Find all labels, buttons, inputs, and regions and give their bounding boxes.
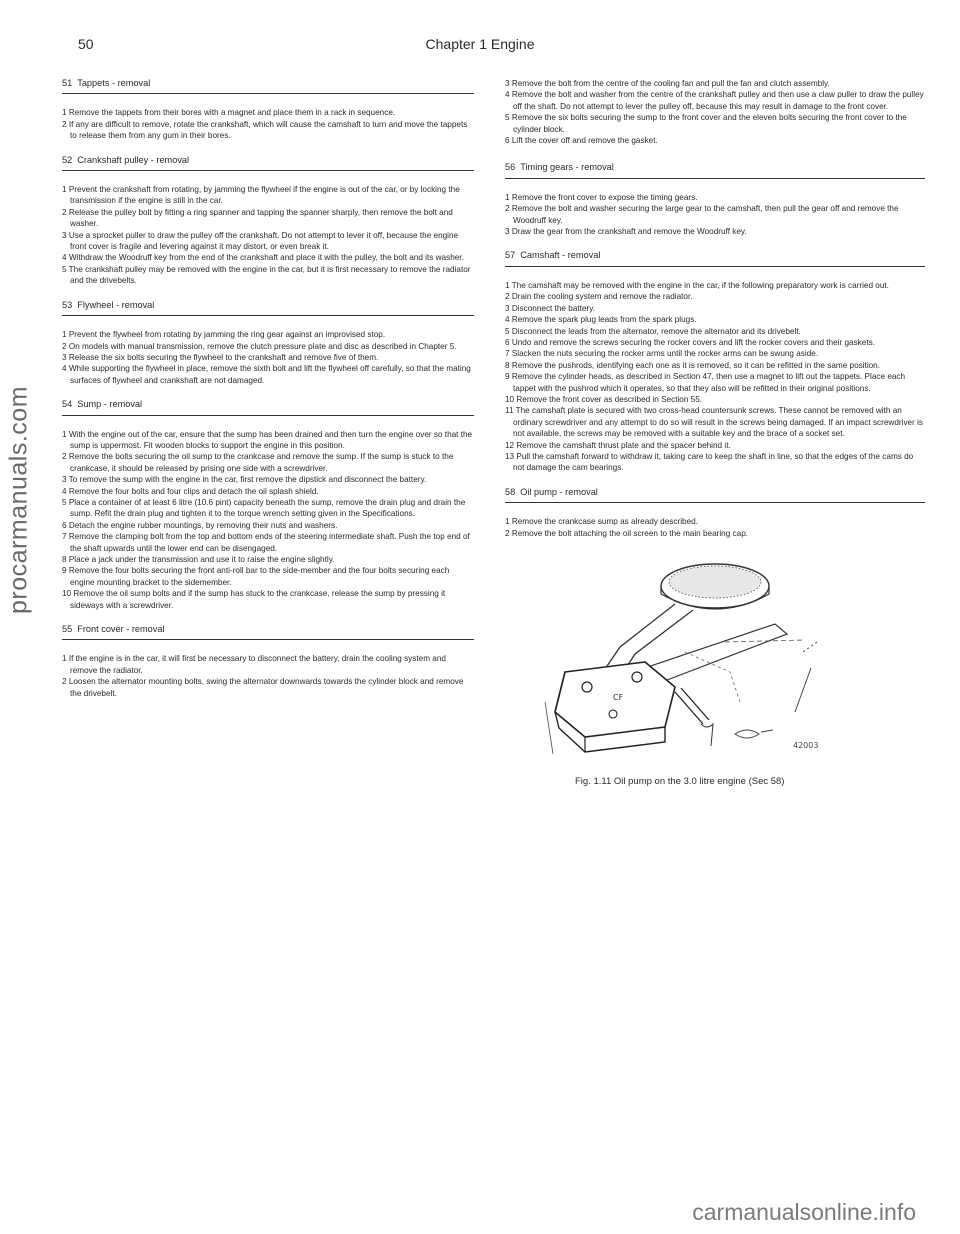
step-paragraph: 8 Place a jack under the transmission and use it to raise the engine slightly.: [62, 555, 335, 564]
step-paragraph: 9 Remove the cylinder heads, as described in Section 47, then use a magnet to lift out the tappets. Place each tappet with the pushrod which it operates, so that they also will be refitted in their original positions.: [505, 372, 906, 393]
section-55: [62, 624, 474, 699]
chapter-title: Chapter 1 Engine: [425, 36, 535, 52]
step-paragraph: 2 Loosen the alternator mounting bolts, swing the alternator downwards towards the cylinder block and remove the drivebelt.: [62, 677, 464, 698]
page-number: 50: [78, 36, 94, 52]
step-paragraph: 1 If the engine is in the car, it will first be necessary to disconnect the battery, drain the cooling system and remove the radiator.: [62, 654, 446, 675]
step-paragraph: 1 Remove the crankcase sump as already described.: [505, 517, 698, 527]
step-paragraph: 1 The camshaft may be removed with the engine in the car, if the following preparatory work is carried out.: [505, 280, 889, 290]
step-paragraph: 5 Remove the six bolts securing the sump to the front cover and the eleven bolts securing the front cover to the cylinder block.: [505, 113, 907, 134]
step-paragraph: 1 Remove the front cover to expose the timing gears.: [505, 192, 698, 202]
step-paragraph: 3 Release the six bolts securing the flywheel to the crankshaft and remove five of them.: [62, 352, 379, 362]
section-title: 53 Flywheel - removal: [62, 300, 474, 316]
step-paragraph: 2 If any are difficult to remove, rotate the crankshaft, which will cause the camshaft to turn and move the tappets to release them from any gum in their bores.: [62, 119, 468, 141]
section-56: [505, 162, 925, 237]
side-watermark: procarmanuals.com: [4, 385, 33, 615]
step-paragraph: 3 To remove the sump with the engine in the car, first remove the dipstick and disconnect the battery.: [62, 475, 427, 485]
section-57: [505, 250, 925, 473]
step-paragraph: 10 Remove the front cover as described in Section 55.: [505, 394, 703, 404]
section-51: [62, 78, 474, 142]
front-cover-continued: [505, 78, 925, 146]
step-paragraph: 2 Release the pulley bolt by fitting a ring spanner and tapping the spanner sharply, then remove the bolt and washer.: [62, 207, 453, 229]
step-paragraph: 1 With the engine out of the car, ensure that the sump has been drained and then turn the engine over so that the sump is uppermost. Fit wooden blocks to support the engine in this position.: [62, 429, 473, 450]
section-number: 54: [62, 399, 73, 410]
step-paragraph: 6 Undo and remove the screws securing the rocker covers and lift the rocker covers and their gaskets.: [505, 337, 875, 347]
step-paragraph: 6 Lift the cover off and remove the gasket.: [505, 136, 658, 146]
section-title: 51 Tappets - removal: [62, 78, 474, 94]
svg-text:CF: CF: [613, 693, 624, 702]
footer-watermark: carmanualsonline.info: [692, 1199, 916, 1225]
step-paragraph: 4 While supporting the flywheel in place, remove the sixth bolt and lift the flywheel off carefully, so that the mating surfaces of flywheel and crankshaft are not damaged.: [62, 364, 471, 385]
section-52: [62, 155, 474, 287]
step-paragraph: 3 Draw the gear from the crankshaft and remove the Woodruff key.: [505, 227, 747, 237]
step-paragraph: 5 The crankshaft pulley may be removed with the engine in the car, but it is first necessary to remove the radiator and the drivebelts.: [62, 264, 471, 286]
section-number: 58: [505, 486, 516, 497]
section-53: [62, 300, 474, 386]
section-title: 56 Timing gears - removal: [505, 162, 925, 178]
figure-caption: Fig. 1.11 Oil pump on the 3.0 litre engine (Sec 58): [575, 776, 785, 787]
step-paragraph: 1 Prevent the crankshaft from rotating, by jamming the flywheel if the engine is out of the car, or by locking the transmission if the engine is still in the car.: [62, 185, 460, 206]
step-paragraph: 4 Withdraw the Woodruff key from the end of the crankshaft and place it with the pulley, the bolt and its washer.: [62, 253, 464, 263]
svg-text:42003: 42003: [793, 741, 819, 750]
step-paragraph: 2 Remove the bolts securing the oil sump to the crankcase and remove the sump. If the sump is stuck to the crankcase, it should be released by prising one side with a screwdriver.: [62, 452, 454, 473]
oil-pump-illustration: [525, 552, 865, 772]
section-number: 55: [62, 624, 73, 635]
step-paragraph: 3 Use a sprocket puller to draw the pulley off the crankshaft. Do not attempt to lever it off, because the engine front cover is fragile and levering against it may distort, or even break it.: [62, 230, 459, 252]
step-paragraph: 6 Detach the engine rubber mountings, by removing their nuts and washers.: [62, 520, 338, 530]
section-number: 57: [505, 250, 516, 261]
section-title: 58 Oil pump - removal: [505, 487, 925, 503]
step-paragraph: 4 Remove the four bolts and four clips and detach the oil splash shield.: [62, 486, 319, 496]
oil-pump-figure: [505, 552, 925, 787]
section-number: 53: [62, 299, 73, 310]
left-column: [62, 78, 474, 712]
step-paragraph: 4 Remove the spark plug leads from the spark plugs.: [505, 315, 697, 325]
section-title: 57 Camshaft - removal: [505, 250, 925, 266]
step-paragraph: 2 On models with manual transmission, remove the clutch pressure plate and disc as described in Chapter 5.: [62, 341, 457, 351]
step-paragraph: 3 Disconnect the battery.: [505, 303, 595, 313]
section-title: 55 Front cover - removal: [62, 624, 474, 640]
step-paragraph: 4 Remove the bolt and washer from the centre of the crankshaft pulley and then use a claw puller to draw the pulley off the shaft. Do not attempt to lever the pulley off, because this may result in damage to the front cover.: [505, 90, 924, 111]
step-paragraph: 9 Remove the four bolts securing the front anti-roll bar to the side-member and the four bolts securing each engine mounting bracket to the sidemember.: [62, 566, 450, 587]
step-paragraph: 7 Remove the clamping bolt from the top and bottom ends of the steering intermediate shaft. Push the top end of the shaft upwards until the lower end can be disengaged.: [62, 532, 470, 553]
step-paragraph: 3 Remove the bolt from the centre of the cooling fan and pull the fan and clutch assembly.: [505, 79, 830, 88]
section-58: [505, 487, 925, 539]
section-title: 54 Sump - removal: [62, 399, 474, 415]
step-paragraph: 5 Disconnect the leads from the alternator, remove the alternator and its drivebelt.: [505, 326, 801, 336]
step-paragraph: 5 Place a container of at least 6 litre (10.6 pint) capacity beneath the sump, remove the drain plug and drain the sump. Refit the drain plug and tighten it to the torque wrench setting given in the Specifications.: [62, 497, 466, 519]
step-paragraph: 8 Remove the pushrods, identifying each one as it is removed, so it can be refitted in the same position.: [505, 360, 881, 370]
step-paragraph: 1 Prevent the flywheel from rotating by jamming the ring gear against an improvised stop.: [62, 330, 386, 340]
section-number: 51: [62, 78, 73, 88]
step-paragraph: 2 Remove the bolt attaching the oil screen to the main bearing cap.: [505, 528, 749, 538]
step-paragraph: 12 Remove the camshaft thrust plate and the spacer behind it.: [505, 440, 731, 450]
section-54: [62, 399, 474, 611]
section-number: 56: [505, 162, 516, 173]
step-paragraph: 10 Remove the oil sump bolts and if the sump has stuck to the crankcase, release the sump by pressing it sideways with a screwdriver.: [62, 589, 446, 610]
step-paragraph: 1 Remove the tappets from their bores with a magnet and place them in a rack in sequence.: [62, 108, 396, 118]
section-number: 52: [62, 154, 73, 165]
step-paragraph: 2 Remove the bolt and washer securing the large gear to the camshaft, then pull the gear off and remove the Woodruff key.: [505, 204, 899, 225]
step-paragraph: 7 Slacken the nuts securing the rocker arms until the rocker arms can be swung aside.: [505, 349, 819, 359]
section-title: 52 Crankshaft pulley - removal: [62, 155, 474, 171]
step-paragraph: 13 Pull the camshaft forward to withdraw it, taking care to keep the shaft in line, so that the edges of the cams do not damage the cam bearings.: [505, 451, 914, 473]
right-column: [505, 78, 925, 787]
step-paragraph: 2 Drain the cooling system and remove the radiator.: [505, 292, 693, 302]
step-paragraph: 11 The camshaft plate is secured with two cross-head countersunk screws. These cannot be removed with an ordinary screwdriver and any attempt to do so will result in the screws being damaged. If an impact screwdriver is not available, the screws may be removed with a suitable key and the brace of a socket set.: [505, 406, 924, 439]
